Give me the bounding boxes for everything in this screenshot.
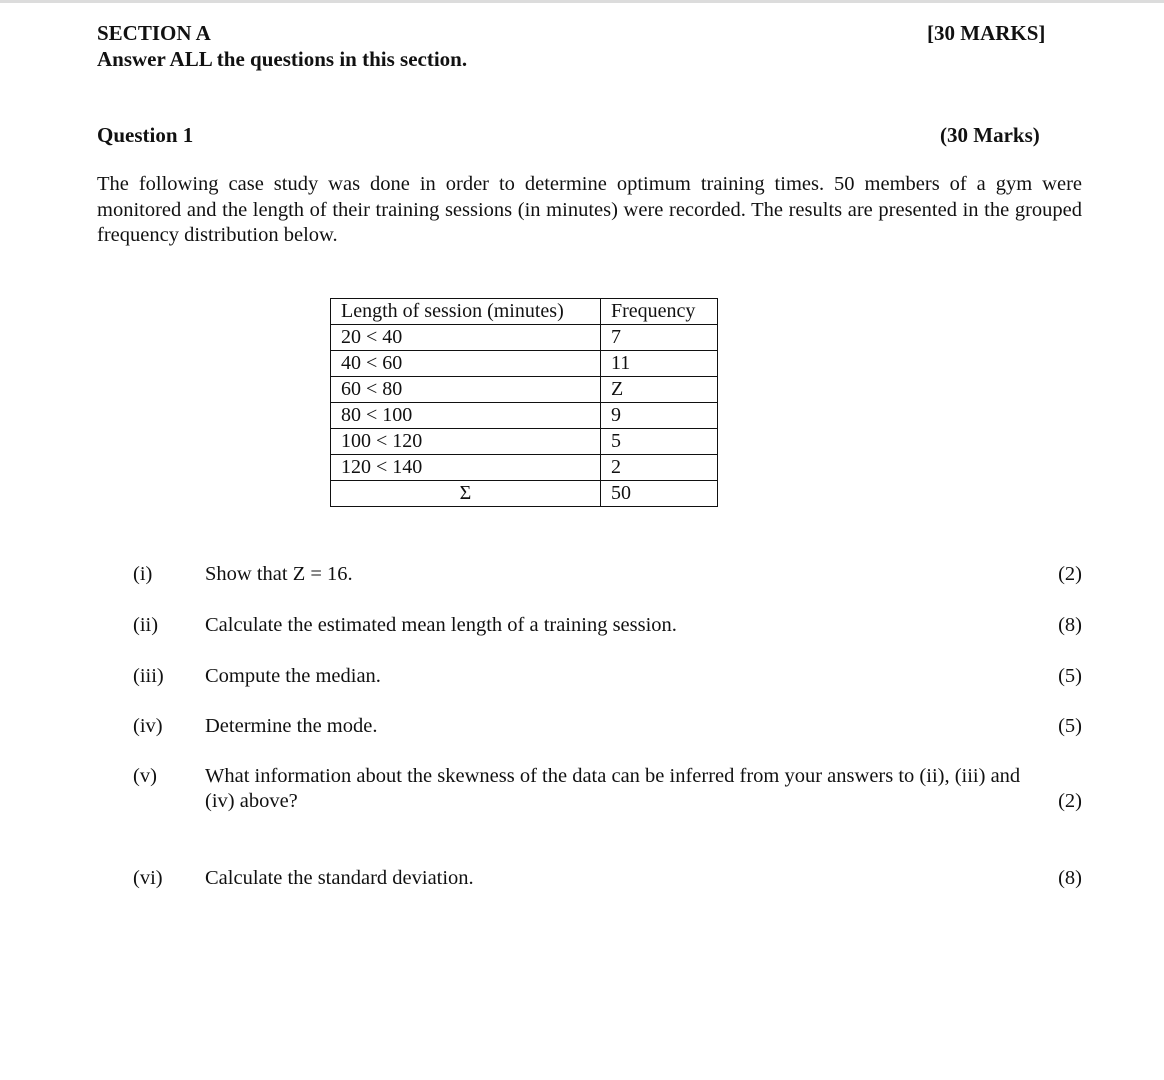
question-marks: (30 Marks)	[940, 123, 1040, 147]
table-cell-frequency: 7	[601, 325, 718, 351]
part-number: (vi)	[133, 867, 163, 889]
part-text-line1: What information about the skewness of the data can be inferred from your answers to (ii), (iii) and	[205, 765, 1021, 787]
part-number: (v)	[133, 765, 157, 787]
table-total-value: 50	[601, 481, 718, 507]
table-cell-interval: 40 < 60	[331, 351, 601, 377]
table-cell-interval: 120 < 140	[331, 455, 601, 481]
table-header-frequency: Frequency	[601, 299, 718, 325]
table-cell-interval: 60 < 80	[331, 377, 601, 403]
table-cell-frequency: 11	[601, 351, 718, 377]
table-row	[331, 403, 718, 429]
table-row	[331, 377, 718, 403]
table-row	[331, 429, 718, 455]
table-cell-frequency: 2	[601, 455, 718, 481]
question-part-v	[0, 764, 1164, 816]
section-title: SECTION A	[97, 21, 211, 45]
table-cell-frequency: 9	[601, 403, 718, 429]
part-text: Calculate the estimated mean length of a training session.	[205, 614, 677, 636]
part-marks: (2)	[1058, 563, 1082, 585]
section-instruction: Answer ALL the questions in this section.	[97, 47, 468, 71]
top-rule	[0, 0, 1164, 3]
section-marks: [30 MARKS]	[927, 21, 1046, 45]
part-number: (iii)	[133, 665, 164, 687]
part-marks: (2)	[1058, 790, 1082, 812]
table-header-length: Length of session (minutes)	[331, 299, 601, 325]
part-text: Determine the mode.	[205, 715, 378, 737]
table-cell-frequency: 5	[601, 429, 718, 455]
question-title: Question 1	[97, 123, 194, 147]
table-row	[331, 325, 718, 351]
part-text: Show that Z = 16.	[205, 563, 353, 585]
part-text: Compute the median.	[205, 665, 381, 687]
part-marks: (5)	[1058, 715, 1082, 737]
table-row	[331, 455, 718, 481]
table-total-label: Σ	[331, 481, 601, 507]
part-marks: (5)	[1058, 665, 1082, 687]
part-text: Calculate the standard deviation.	[205, 867, 474, 889]
part-number: (i)	[133, 563, 153, 585]
part-marks: (8)	[1058, 867, 1082, 889]
part-number: (ii)	[133, 614, 159, 636]
question-intro: The following case study was done in order to determine optimum training times. 50 members of a gym were monitored and the length of their training sessions (in minutes) were recorded. The results are presented in the grouped frequency distribution below.	[97, 173, 1082, 246]
table-cell-interval: 20 < 40	[331, 325, 601, 351]
table-cell-frequency: Z	[601, 377, 718, 403]
table-header-row	[331, 299, 718, 325]
part-marks: (8)	[1058, 614, 1082, 636]
table-cell-interval: 80 < 100	[331, 403, 601, 429]
table-total-row	[331, 481, 718, 507]
table-cell-interval: 100 < 120	[331, 429, 601, 455]
part-number: (iv)	[133, 715, 163, 737]
table-row	[331, 351, 718, 377]
part-text-line2: (iv) above?	[205, 790, 298, 812]
frequency-table	[330, 298, 718, 507]
